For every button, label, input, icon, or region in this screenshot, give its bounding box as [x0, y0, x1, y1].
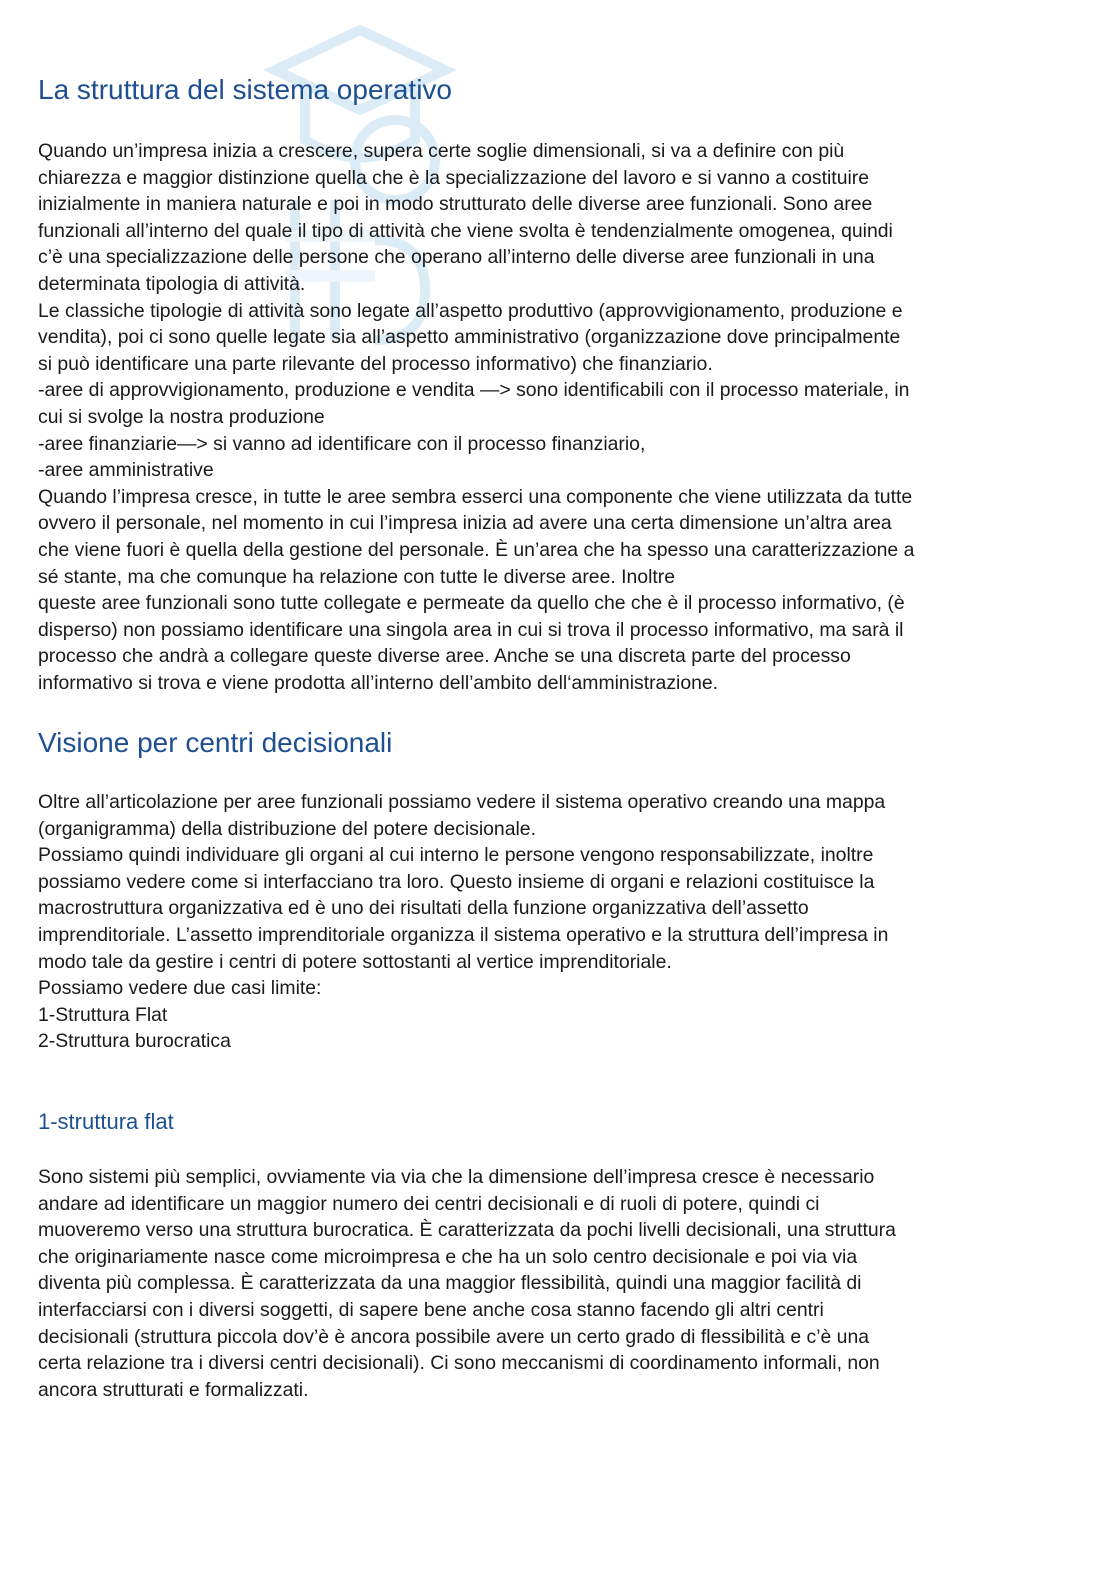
text-line: determinata tipologia di attività.	[38, 272, 306, 295]
text-line: modo tale da gestire i centri di potere sottostanti al vertice imprenditoriale.	[38, 950, 672, 973]
paragraph-struttura	[38, 138, 1068, 696]
text-line: c’è una specializzazione delle persone che operano all’interno delle diverse aree funzionali in una	[38, 246, 875, 269]
text-line: Le classiche tipologie di attività sono legate all’aspetto produttivo (approvvigionamento, produzione e	[38, 299, 903, 322]
subsection-title-flat: 1-struttura flat	[38, 1109, 174, 1134]
text-line: ovvero il personale, nel momento in cui l’impresa inizia ad avere una certa dimensione un’altra area	[38, 512, 892, 535]
text-line: cui si svolge la nostra produzione	[38, 405, 325, 428]
text-line: Possiamo quindi individuare gli organi al cui interno le persone vengono responsabilizzate, inoltre	[38, 844, 874, 867]
text-line: Sono sistemi più semplici, ovviamente via via che la dimensione dell’impresa cresce è necessario	[38, 1166, 875, 1188]
text-line: vendita), poi ci sono quelle legate sia all’aspetto amministrativo (organizzazione dove principalmente	[38, 326, 901, 349]
text-line: muoveremo verso una struttura burocratica. È caratterizzata da pochi livelli decisionali, una struttura	[38, 1219, 896, 1242]
section-title-struttura: La struttura del sistema operativo	[38, 74, 452, 105]
text-line: macrostruttura organizzativa ed è uno dei risultati della funzione organizzativa dell’assetto	[38, 897, 809, 920]
text-line: che viene fuori è quella della gestione del personale. È un’area che ha spesso una caratterizzazione a	[38, 538, 915, 561]
text-line: informativo si trova e viene prodotta all’interno dell’ambito dell‘amministrazione.	[38, 671, 719, 694]
paragraph-flat	[38, 1164, 1068, 1403]
text-line: Oltre all’articolazione per aree funzionali possiamo vedere il sistema operativo creando una mappa	[38, 791, 886, 813]
text-line: ancora strutturati e formalizzati.	[38, 1378, 309, 1401]
text-line: possiamo vedere come si interfacciano tra loro. Questo insieme di organi e relazioni costituisce la	[38, 870, 875, 893]
paragraph-visione	[38, 789, 1068, 1055]
text-line: chiarezza e maggior distinzione quella che è la specializzazione del lavoro e si vanno a costituire	[38, 166, 870, 189]
text-line: -aree amministrative	[38, 459, 214, 482]
text-line: che originariamente nasce come microimpresa e che ha un solo centro decisionale e poi via via	[38, 1245, 858, 1268]
text-line: interfacciarsi con i diversi soggetti, di sapere bene anche cosa stanno facendo gli altri centri	[38, 1298, 824, 1321]
text-line: sé stante, ma che comunque ha relazione con tutte le diverse aree. Inoltre	[38, 565, 676, 588]
text-line: funzionali all’interno del quale il tipo di attività che viene svolta è tendenzialmente omogenea, quindi	[38, 219, 893, 242]
text-line: -aree di approvvigionamento, produzione e vendita —> sono identificabili con il processo materiale, in	[38, 379, 910, 402]
text-line: processo che andrà a collegare queste diverse aree. Anche se una discreta parte del processo	[38, 645, 851, 668]
text-line: (organigramma) della distribuzione del potere decisionale.	[38, 817, 536, 840]
text-line: si può identificare una parte rilevante del processo informativo) che finanziario.	[38, 352, 713, 375]
text-line: Quando l’impresa cresce, in tutte le aree sembra esserci una componente che viene utilizzata da tutte	[38, 485, 913, 508]
text-line: disperso) non possiamo identificare una singola area in cui si trova il processo informativo, ma sarà il	[38, 618, 904, 641]
text-line: andare ad identificare un maggior numero dei centri decisionali e di ruoli di potere, quindi ci	[38, 1192, 820, 1215]
text-line: inizialmente in maniera naturale e poi in modo strutturato delle diverse aree funzionali. Sono aree	[38, 193, 873, 216]
text-line: 2-Struttura burocratica	[38, 1030, 231, 1053]
section-title-visione: Visione per centri decisionali	[38, 727, 393, 758]
text-line: Possiamo vedere due casi limite:	[38, 977, 322, 1000]
text-line: queste aree funzionali sono tutte collegate e permeate da quello che che è il processo informativo, (è	[38, 592, 905, 615]
text-line: decisionali (struttura piccola dov’è è ancora possibile avere un certo grado di flessibilità e c’è una	[38, 1325, 870, 1348]
text-line: 1-Struttura Flat	[38, 1003, 168, 1026]
text-line: Quando un’impresa inizia a crescere, supera certe soglie dimensionali, si va a definire con più	[38, 140, 845, 162]
text-line: diventa più complessa. È caratterizzata da una maggior flessibilità, quindi una maggior facilità di	[38, 1272, 862, 1295]
text-line: imprenditoriale. L’assetto imprenditoriale organizza il sistema operativo e la struttura dell’impresa in	[38, 923, 889, 946]
text-line: certa relazione tra i diversi centri decisionali). Ci sono meccanismi di coordinamento informali, non	[38, 1352, 880, 1375]
text-line: -aree finanziarie—> si vanno ad identificare con il processo finanziario,	[38, 432, 646, 455]
